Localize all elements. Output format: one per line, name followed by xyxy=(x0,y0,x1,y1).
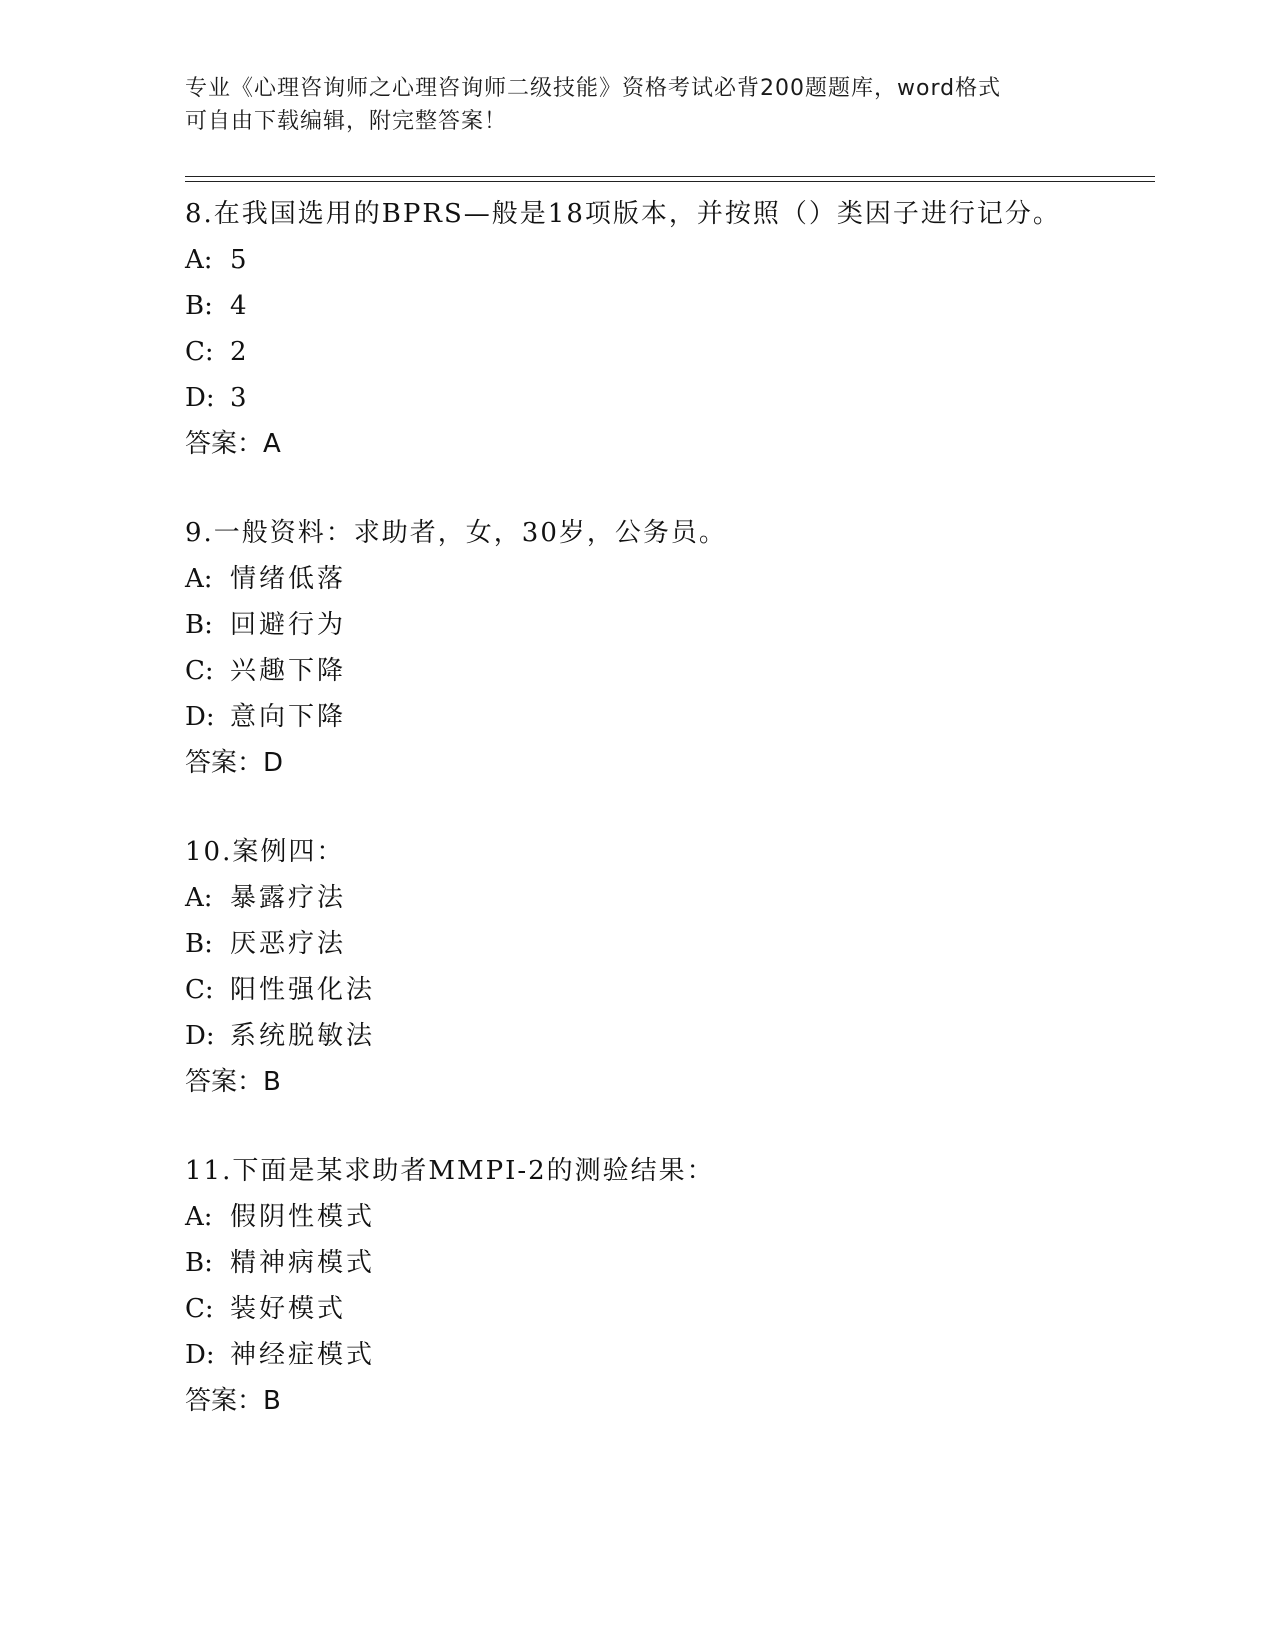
option-key: C: xyxy=(185,337,214,367)
option-b xyxy=(185,921,1155,967)
answer-label: 答案： xyxy=(185,1067,264,1097)
option-key: B: xyxy=(185,291,213,321)
option-text: 系统脱敏法 xyxy=(230,1021,376,1051)
option-c xyxy=(185,1286,1155,1332)
option-d xyxy=(185,375,1155,421)
option-text: 装好模式 xyxy=(230,1294,347,1324)
option-key: A: xyxy=(185,564,213,594)
option-a xyxy=(185,237,1155,283)
option-b xyxy=(185,283,1155,329)
answer-line xyxy=(185,1378,1155,1424)
question-item xyxy=(185,191,1155,467)
answer-label: 答案： xyxy=(185,748,264,778)
option-key: D: xyxy=(185,383,215,413)
option-d xyxy=(185,1332,1155,1378)
option-text: 暴露疗法 xyxy=(230,883,347,913)
option-a xyxy=(185,875,1155,921)
answer-line xyxy=(185,1059,1155,1105)
option-key: B: xyxy=(185,1248,213,1278)
question-list xyxy=(185,191,1155,1467)
option-text: 假阴性模式 xyxy=(230,1202,376,1232)
question-stem: 9.一般资料：求助者，女，30岁，公务员。 xyxy=(185,518,727,548)
option-key: B: xyxy=(185,610,213,640)
option-key: C: xyxy=(185,975,214,1005)
option-text: 兴趣下降 xyxy=(230,656,347,686)
question-stem: 8.在我国选用的BPRS—般是18项版本，并按照（）类因子进行记分。 xyxy=(185,199,1061,229)
option-text: 回避行为 xyxy=(230,610,347,640)
question-stem: 11.下面是某求助者MMPI-2的测验结果： xyxy=(185,1156,715,1186)
option-c xyxy=(185,329,1155,375)
answer-value: D xyxy=(263,748,284,778)
option-key: A: xyxy=(185,1202,213,1232)
option-text: 精神病模式 xyxy=(230,1248,376,1278)
option-key: C: xyxy=(185,656,214,686)
option-key: D: xyxy=(185,1340,215,1370)
question-item xyxy=(185,510,1155,786)
header-divider-top xyxy=(185,176,1155,177)
option-c xyxy=(185,967,1155,1013)
option-b xyxy=(185,1240,1155,1286)
answer-value: A xyxy=(263,429,281,459)
option-key: B: xyxy=(185,929,213,959)
header-line-2: 可自由下载编辑，附完整答案！ xyxy=(185,109,508,134)
option-text: 意向下降 xyxy=(230,702,347,732)
option-key: D: xyxy=(185,702,215,732)
option-key: A: xyxy=(185,883,213,913)
answer-label: 答案： xyxy=(185,429,264,459)
document-header xyxy=(185,72,1065,138)
option-a xyxy=(185,556,1155,602)
question-item xyxy=(185,1148,1155,1424)
option-text: 4 xyxy=(230,291,250,321)
option-d xyxy=(185,1013,1155,1059)
option-key: A: xyxy=(185,245,213,275)
option-key: C: xyxy=(185,1294,214,1324)
answer-line xyxy=(185,421,1155,467)
option-text: 情绪低落 xyxy=(230,564,347,594)
option-key: D: xyxy=(185,1021,215,1051)
option-text: 神经症模式 xyxy=(230,1340,376,1370)
option-text: 2 xyxy=(230,337,250,367)
option-text: 3 xyxy=(230,383,250,413)
answer-line xyxy=(185,740,1155,786)
option-text: 阳性强化法 xyxy=(230,975,376,1005)
header-line-1: 专业《心理咨询师之心理咨询师二级技能》资格考试必背200题题库，word格式 xyxy=(185,76,1002,101)
option-a xyxy=(185,1194,1155,1240)
answer-label: 答案： xyxy=(185,1386,264,1416)
option-text: 厌恶疗法 xyxy=(230,929,347,959)
answer-value: B xyxy=(263,1386,281,1416)
option-b xyxy=(185,602,1155,648)
question-item xyxy=(185,829,1155,1105)
option-d xyxy=(185,694,1155,740)
header-divider-bottom xyxy=(185,181,1155,182)
answer-value: B xyxy=(263,1067,281,1097)
option-c xyxy=(185,648,1155,694)
option-text: 5 xyxy=(230,245,250,275)
question-stem: 10.案例四： xyxy=(185,837,345,867)
